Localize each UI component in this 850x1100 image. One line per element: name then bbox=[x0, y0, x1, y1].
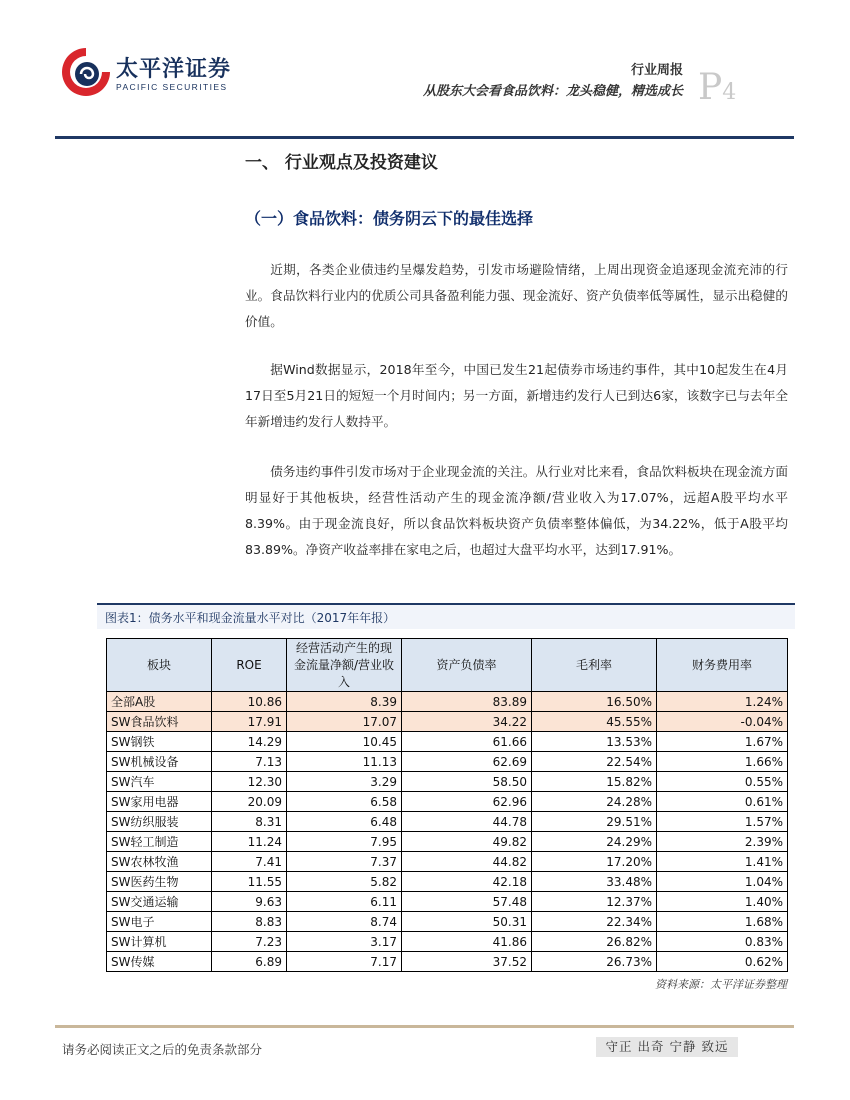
sector-name-cell: 全部A股 bbox=[107, 692, 212, 712]
page-letter: P bbox=[698, 67, 723, 108]
value-cell: 0.55% bbox=[657, 772, 788, 792]
value-cell: 49.82 bbox=[402, 832, 532, 852]
value-cell: 1.57% bbox=[657, 812, 788, 832]
sector-name-cell: SW机械设备 bbox=[107, 752, 212, 772]
value-cell: -0.04% bbox=[657, 712, 788, 732]
subsection-heading: （一）食品饮料：债务阴云下的最佳选择 bbox=[245, 209, 534, 228]
header-divider bbox=[55, 136, 794, 139]
value-cell: 62.96 bbox=[402, 792, 532, 812]
table-row bbox=[107, 812, 788, 832]
sector-name-cell: SW汽车 bbox=[107, 772, 212, 792]
value-cell: 12.37% bbox=[532, 892, 657, 912]
value-cell: 29.51% bbox=[532, 812, 657, 832]
sector-name-cell: SW钢铁 bbox=[107, 732, 212, 752]
value-cell: 26.82% bbox=[532, 932, 657, 952]
value-cell: 34.22 bbox=[402, 712, 532, 732]
value-cell: 1.67% bbox=[657, 732, 788, 752]
sector-name-cell: SW家用电器 bbox=[107, 792, 212, 812]
value-cell: 50.31 bbox=[402, 912, 532, 932]
value-cell: 20.09 bbox=[212, 792, 287, 812]
value-cell: 44.82 bbox=[402, 852, 532, 872]
value-cell: 1.41% bbox=[657, 852, 788, 872]
sector-name-cell: SW计算机 bbox=[107, 932, 212, 952]
sector-name-cell: SW纺织服装 bbox=[107, 812, 212, 832]
table-row bbox=[107, 792, 788, 812]
sector-name-cell: SW电子 bbox=[107, 912, 212, 932]
body-paragraph-1: 近期，各类企业债违约呈爆发趋势，引发市场避险情绪，上周出现资金追逐现金流充沛的行业。食品饮料行业内的优质公司具备盈利能力强、现金流好、资产负债率低等属性，显示出稳健的价值。 bbox=[245, 262, 788, 329]
value-cell: 17.20% bbox=[532, 852, 657, 872]
logo-mark-icon bbox=[60, 44, 112, 100]
sector-name-cell: SW食品饮料 bbox=[107, 712, 212, 732]
value-cell: 0.61% bbox=[657, 792, 788, 812]
value-cell: 14.29 bbox=[212, 732, 287, 752]
table-row bbox=[107, 912, 788, 932]
value-cell: 13.53% bbox=[532, 732, 657, 752]
value-cell: 17.91 bbox=[212, 712, 287, 732]
sector-name-cell: SW医药生物 bbox=[107, 872, 212, 892]
figure-title: 图表1：债务水平和现金流量水平对比（2017年年报） bbox=[97, 603, 795, 629]
value-cell: 22.54% bbox=[532, 752, 657, 772]
table-row bbox=[107, 772, 788, 792]
value-cell: 1.40% bbox=[657, 892, 788, 912]
value-cell: 1.66% bbox=[657, 752, 788, 772]
value-cell: 10.86 bbox=[212, 692, 287, 712]
column-header: ROE bbox=[212, 639, 287, 692]
figure-source: 资料来源：太平洋证券整理 bbox=[655, 978, 787, 991]
report-type: 行业周报 bbox=[630, 63, 683, 78]
value-cell: 37.52 bbox=[402, 952, 532, 972]
value-cell: 6.58 bbox=[287, 792, 402, 812]
value-cell: 17.07 bbox=[287, 712, 402, 732]
value-cell: 44.78 bbox=[402, 812, 532, 832]
table-row bbox=[107, 952, 788, 972]
sector-name-cell: SW轻工制造 bbox=[107, 832, 212, 852]
value-cell: 3.17 bbox=[287, 932, 402, 952]
table-row bbox=[107, 892, 788, 912]
value-cell: 0.62% bbox=[657, 952, 788, 972]
value-cell: 6.48 bbox=[287, 812, 402, 832]
value-cell: 2.39% bbox=[657, 832, 788, 852]
value-cell: 61.66 bbox=[402, 732, 532, 752]
column-header: 经营活动产生的现金流量净额/营业收入 bbox=[287, 639, 402, 692]
value-cell: 7.95 bbox=[287, 832, 402, 852]
table-row bbox=[107, 712, 788, 732]
table-row bbox=[107, 932, 788, 952]
value-cell: 15.82% bbox=[532, 772, 657, 792]
value-cell: 24.29% bbox=[532, 832, 657, 852]
page-number bbox=[698, 67, 737, 108]
table-header bbox=[107, 639, 788, 692]
value-cell: 3.29 bbox=[287, 772, 402, 792]
value-cell: 1.04% bbox=[657, 872, 788, 892]
value-cell: 42.18 bbox=[402, 872, 532, 892]
footer-disclaimer: 请务必阅读正文之后的免责条款部分 bbox=[62, 1042, 263, 1057]
table-body bbox=[107, 692, 788, 972]
value-cell: 7.17 bbox=[287, 952, 402, 972]
value-cell: 0.83% bbox=[657, 932, 788, 952]
value-cell: 8.31 bbox=[212, 812, 287, 832]
logo-chinese-name: 太平洋证券 bbox=[116, 57, 232, 82]
column-header: 财务费用率 bbox=[657, 639, 788, 692]
value-cell: 11.24 bbox=[212, 832, 287, 852]
value-cell: 83.89 bbox=[402, 692, 532, 712]
table-row bbox=[107, 872, 788, 892]
column-header: 资产负债率 bbox=[402, 639, 532, 692]
value-cell: 57.48 bbox=[402, 892, 532, 912]
value-cell: 16.50% bbox=[532, 692, 657, 712]
table-row bbox=[107, 752, 788, 772]
value-cell: 24.28% bbox=[532, 792, 657, 812]
value-cell: 12.30 bbox=[212, 772, 287, 792]
company-logo bbox=[60, 44, 260, 114]
value-cell: 7.41 bbox=[212, 852, 287, 872]
page-number-digit: 4 bbox=[722, 80, 737, 105]
column-header: 板块 bbox=[107, 639, 212, 692]
body-paragraph-2: 据Wind数据显示，2018年至今，中国已发生21起债券市场违约事件，其中10起发生在4月17日至5月21日的短短一个月时间内；另一方面，新增违约发行人已到达6家，该数字已与去年全年新增违约发行人数持平。 bbox=[245, 362, 788, 429]
value-cell: 1.68% bbox=[657, 912, 788, 932]
value-cell: 10.45 bbox=[287, 732, 402, 752]
value-cell: 62.69 bbox=[402, 752, 532, 772]
sector-name-cell: SW农林牧渔 bbox=[107, 852, 212, 872]
report-title: 从股东大会看食品饮料：龙头稳健，精选成长 bbox=[422, 84, 683, 99]
section-heading: 一、 行业观点及投资建议 bbox=[245, 153, 438, 173]
footer-divider bbox=[55, 1025, 794, 1028]
logo-english-name: PACIFIC SECURITIES bbox=[116, 82, 228, 92]
value-cell: 6.89 bbox=[212, 952, 287, 972]
table-row bbox=[107, 852, 788, 872]
table-row bbox=[107, 692, 788, 712]
value-cell: 7.13 bbox=[212, 752, 287, 772]
value-cell: 22.34% bbox=[532, 912, 657, 932]
value-cell: 8.39 bbox=[287, 692, 402, 712]
value-cell: 58.50 bbox=[402, 772, 532, 792]
value-cell: 1.24% bbox=[657, 692, 788, 712]
value-cell: 7.23 bbox=[212, 932, 287, 952]
value-cell: 41.86 bbox=[402, 932, 532, 952]
value-cell: 9.63 bbox=[212, 892, 287, 912]
sector-name-cell: SW传媒 bbox=[107, 952, 212, 972]
column-header: 毛利率 bbox=[532, 639, 657, 692]
value-cell: 33.48% bbox=[532, 872, 657, 892]
value-cell: 26.73% bbox=[532, 952, 657, 972]
comparison-table bbox=[106, 638, 788, 972]
value-cell: 5.82 bbox=[287, 872, 402, 892]
value-cell: 8.74 bbox=[287, 912, 402, 932]
sector-name-cell: SW交通运输 bbox=[107, 892, 212, 912]
value-cell: 11.55 bbox=[212, 872, 287, 892]
value-cell: 6.11 bbox=[287, 892, 402, 912]
body-paragraph-3: 债务违约事件引发市场对于企业现金流的关注。从行业对比来看，食品饮料板块在现金流方面明显好于其他板块，经营性活动产生的现金流净额/营业收入为17.07%，远超A股平均水平8.39%。由于现金流良好，所以食品饮料板块资产负债率整体偏低，为34.22%，低于A股平均83.89%。净资产收益率排在家电之后，也超过大盘平均水平，达到17.91%。 bbox=[245, 464, 788, 557]
value-cell: 11.13 bbox=[287, 752, 402, 772]
table-row bbox=[107, 832, 788, 852]
value-cell: 7.37 bbox=[287, 852, 402, 872]
value-cell: 8.83 bbox=[212, 912, 287, 932]
table-row bbox=[107, 732, 788, 752]
footer-motto: 守正 出奇 宁静 致远 bbox=[596, 1037, 738, 1057]
value-cell: 45.55% bbox=[532, 712, 657, 732]
